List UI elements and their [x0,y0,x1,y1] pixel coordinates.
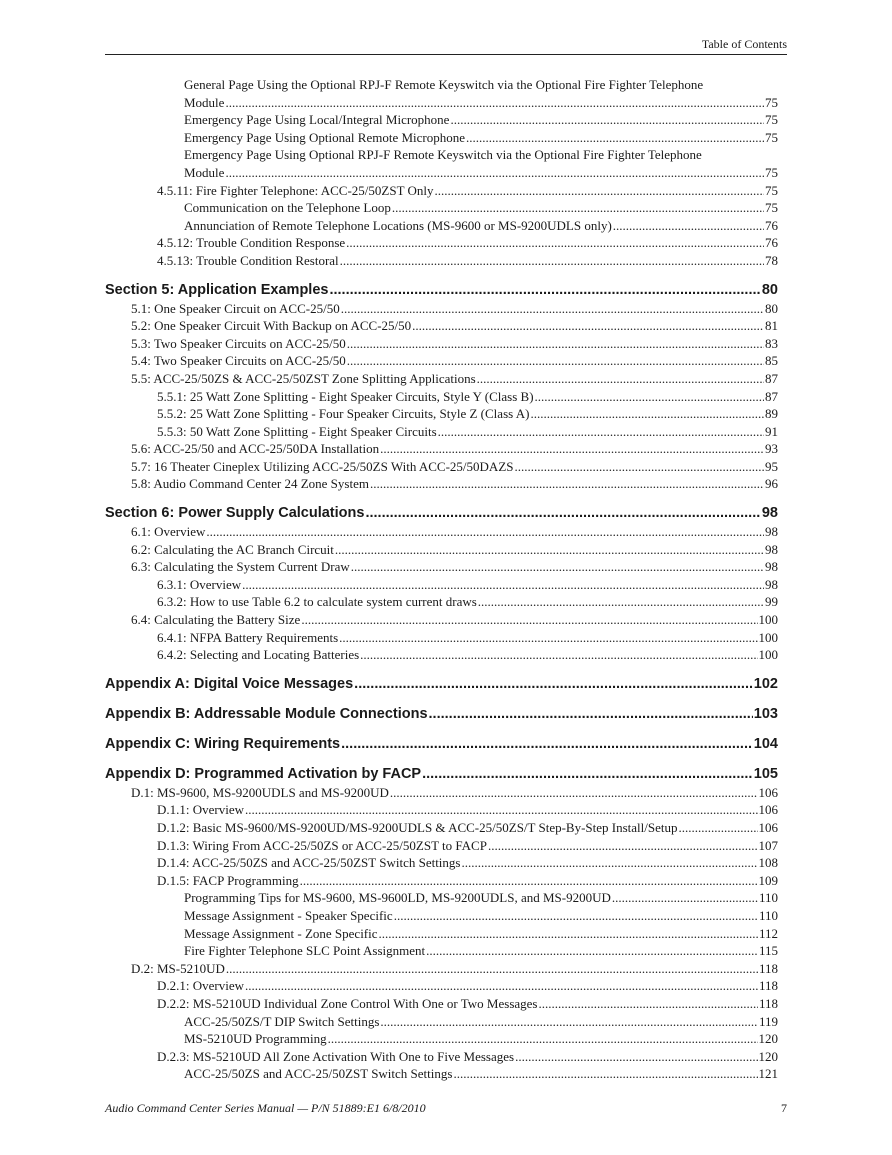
toc-entry-page: 98 [761,505,778,522]
toc-entry [105,1065,778,1083]
toc-entry-page: 80 [765,300,778,316]
toc-entry [105,819,778,837]
toc-entry [105,837,778,855]
toc-entry [105,854,778,872]
toc-entry-page: 80 [761,281,778,298]
toc-section-heading [105,280,778,300]
dot-leader [346,234,764,252]
toc-section-heading [105,704,778,724]
toc-entry-page: 100 [758,612,778,628]
toc-entry-page: 105 [753,765,778,782]
dot-leader [341,734,753,754]
running-header: Table of Contents [701,37,787,51]
toc-entry-title: Module [184,94,225,110]
toc-entry-title: D.1.1: Overview [157,802,245,818]
toc-entry-page: 83 [765,335,778,351]
footer-page-number: 7 [781,1101,787,1115]
toc-entry-title: 6.1: Overview [131,524,206,540]
dot-leader [242,576,764,594]
dot-leader [477,370,764,388]
toc-entry [105,164,778,182]
toc-entry-title-line: General Page Using the Optional RPJ-F Remote Keyswitch via the Optional Fire Fighter Telephone [184,77,704,92]
toc-entry [105,111,778,129]
toc-entry-page: 100 [758,629,778,645]
toc-entry-page: 78 [765,252,778,268]
dot-leader [370,475,764,493]
dot-leader [538,995,757,1013]
toc-entry [105,611,778,629]
toc-entry-title: Message Assignment - Zone Specific [184,925,378,941]
toc-entry-title: 4.5.12: Trouble Condition Response [157,235,346,251]
toc-entry-title: 5.6: ACC-25/50 and ACC-25/50DA Installation [131,441,380,457]
dot-leader [206,523,764,541]
toc-entry-page: 76 [765,217,778,233]
dot-leader [422,764,753,784]
toc-entry [105,593,778,611]
dot-leader [300,872,758,890]
toc-entry-title: 5.5.1: 25 Watt Zone Splitting - Eight Speaker Circuits, Style Y (Class B) [157,388,534,404]
toc-entry-title: Appendix A: Digital Voice Messages [105,675,354,692]
dot-leader [347,335,764,353]
toc-entry-title: 5.5.2: 25 Watt Zone Splitting - Four Speaker Circuits, Style Z (Class A) [157,406,530,422]
toc-entry-page: 110 [758,890,778,906]
toc-entry [105,440,778,458]
dot-leader [301,611,757,629]
toc-entry [105,523,778,541]
toc-entry-title: ACC-25/50ZS and ACC-25/50ZST Switch Settings [184,1066,453,1082]
dot-leader [426,942,758,960]
dot-leader [394,907,758,925]
table-of-contents [105,76,778,1083]
dot-leader [379,925,758,943]
toc-entry-page: 76 [765,235,778,251]
toc-entry-title: 6.3.2: How to use Table 6.2 to calculate system current draws [157,594,477,610]
toc-entry [105,475,778,493]
dot-leader [453,1065,757,1083]
toc-entry-page: 89 [765,406,778,422]
toc-entry [105,182,778,200]
toc-entry-title: ACC-25/50ZS/T DIP Switch Settings [184,1013,380,1029]
toc-entry [105,458,778,476]
toc-entry-title: 5.1: One Speaker Circuit on ACC-25/50 [131,300,340,316]
toc-entry [105,977,778,995]
toc-entry-title: Appendix B: Addressable Module Connections [105,705,428,722]
toc-entry-page: 112 [758,925,778,941]
dot-leader [341,300,764,318]
toc-entry-page: 99 [765,594,778,610]
dot-leader [466,129,764,147]
toc-entry-title: D.1.4: ACC-25/50ZS and ACC-25/50ZST Switch Settings [157,855,461,871]
dot-leader [245,977,758,995]
toc-entry [105,801,778,819]
toc-entry-page: 108 [758,855,778,871]
toc-entry-page: 91 [765,423,778,439]
toc-section-heading [105,503,778,523]
toc-entry-page: 75 [765,164,778,180]
toc-entry-title: 6.3.1: Overview [157,576,242,592]
toc-section-heading [105,764,778,784]
toc-entry [105,252,778,270]
toc-entry-title: 5.2: One Speaker Circuit With Backup on ACC-25/50 [131,318,412,334]
toc-entry-page: 119 [758,1013,778,1029]
toc-entry-page: 98 [765,559,778,575]
toc-entry-title: D.1: MS-9600, MS-9200UDLS and MS-9200UD [131,784,389,800]
toc-entry-page: 100 [758,647,778,663]
toc-entry-page: 87 [765,388,778,404]
toc-entry-title: D.2.3: MS-5210UD All Zone Activation With One to Five Messages [157,1048,515,1064]
dot-leader [515,1048,757,1066]
toc-entry-title: 6.2: Calculating the AC Branch Circuit [131,541,334,557]
dot-leader [226,960,758,978]
dot-leader [392,199,764,217]
toc-entry [105,629,778,647]
toc-entry-page: 98 [765,541,778,557]
toc-entry-title: D.1.2: Basic MS-9600/MS-9200UD/MS-9200UDLS & ACC-25/50ZS/T Step-By-Step Install/Setup [157,820,678,835]
toc-entry [105,925,778,943]
dot-leader [478,593,764,611]
toc-entry-page: 107 [758,837,778,853]
dot-leader [225,94,764,112]
toc-entry-page: 103 [753,705,778,722]
dot-leader [612,889,758,907]
toc-entry-page: 75 [765,182,778,198]
toc-entry-page: 120 [758,1048,778,1064]
dot-leader [328,1030,758,1048]
dot-leader [225,164,764,182]
toc-entry [105,995,778,1013]
toc-entry-page: 81 [765,318,778,334]
dot-leader [488,837,758,855]
toc-entry-title: D.2: MS-5210UD [131,960,225,976]
toc-entry-title: D.1.3: Wiring From ACC-25/50ZS or ACC-25/50ZST to FACP [157,837,487,853]
toc-entry [105,405,778,423]
toc-entry-title: 4.5.13: Trouble Condition Restoral [157,252,339,268]
toc-entry [105,217,778,235]
dot-leader [435,182,764,200]
toc-entry-title: 6.4: Calculating the Battery Size [131,612,301,628]
dot-leader [354,674,753,694]
dot-leader [351,558,764,576]
toc-entry [105,784,778,802]
toc-entry-page: 85 [765,353,778,369]
toc-entry [105,199,778,217]
toc-entry-page: 96 [765,476,778,492]
toc-entry-title: Communication on the Telephone Loop [184,200,391,216]
toc-entry-page: 98 [765,524,778,540]
toc-entry-page: 118 [758,978,778,994]
toc-entry-page: 75 [765,94,778,110]
toc-entry [105,907,778,925]
toc-section-heading [105,734,778,754]
toc-entry-page: 109 [758,872,778,888]
dot-leader [438,423,764,441]
toc-entry-title: D.2.2: MS-5210UD Individual Zone Control With One or Two Messages [157,995,538,1011]
toc-entry-page: 98 [765,576,778,592]
toc-entry-title: 5.4: Two Speaker Circuits on ACC-25/50 [131,353,346,369]
toc-entry-page: 115 [758,943,778,959]
toc-entry-title: Emergency Page Using Optional Remote Microphone [184,129,466,145]
toc-section-heading [105,674,778,694]
toc-entry-page: 118 [758,995,778,1011]
toc-entry-page: 93 [765,441,778,457]
toc-entry-title: Emergency Page Using Local/Integral Microphone [184,112,450,128]
toc-entry-title: MS-5210UD Programming [184,1031,327,1047]
toc-entry-page: 121 [758,1066,778,1082]
dot-leader [412,317,764,335]
toc-entry-title-line: Emergency Page Using Optional RPJ-F Remote Keyswitch via the Optional Fire Fighter Telephone [184,147,702,163]
dot-leader [535,388,764,406]
dot-leader [380,440,764,458]
toc-entry-title: Appendix C: Wiring Requirements [105,735,341,752]
toc-entry-title: 5.7: 16 Theater Cineplex Utilizing ACC-25/50ZS With ACC-25/50DAZS [131,458,514,474]
dot-leader [340,252,764,270]
toc-entry-page: 87 [765,370,778,386]
dot-leader [360,646,757,664]
dot-leader [530,405,764,423]
toc-entry-title: D.2.1: Overview [157,978,245,994]
toc-entry-title: 5.5: ACC-25/50ZS & ACC-25/50ZST Zone Splitting Applications [131,370,476,386]
toc-entry-title: Section 6: Power Supply Calculations [105,505,365,522]
header-rule [105,54,787,55]
toc-entry-title: Section 5: Application Examples [105,281,329,298]
dot-leader [339,629,757,647]
toc-entry [105,1013,778,1031]
toc-entry-page: 75 [765,112,778,128]
toc-entry-title: 6.4.2: Selecting and Locating Batteries [157,647,360,663]
toc-entry [105,576,778,594]
toc-entry-page: 110 [758,907,778,923]
toc-entry [105,558,778,576]
toc-entry-title: 5.3: Two Speaker Circuits on ACC-25/50 [131,335,346,351]
toc-entry-page: 106 [758,784,778,800]
toc-entry [105,1030,778,1048]
toc-entry-title: Fire Fighter Telephone SLC Point Assignment [184,943,426,959]
toc-entry [105,423,778,441]
toc-entry-title: Message Assignment - Speaker Specific [184,907,393,923]
dot-leader [429,704,753,724]
toc-entry [105,370,778,388]
toc-entry-page: 104 [753,735,778,752]
toc-entry-page: 75 [765,200,778,216]
toc-entry [105,94,778,112]
toc-entry [105,129,778,147]
toc-entry [105,646,778,664]
toc-entry-title: 6.3: Calculating the System Current Draw [131,559,350,575]
toc-entry-page: 118 [758,960,778,976]
toc-entry [105,335,778,353]
toc-entry [105,1048,778,1066]
dot-leader [380,1013,758,1031]
toc-entry [105,960,778,978]
dot-leader [365,503,760,523]
toc-entry-page: 102 [753,675,778,692]
dot-leader [461,854,757,872]
toc-entry-page: 95 [765,458,778,474]
dot-leader [679,819,758,837]
toc-entry-title: Annunciation of Remote Telephone Locations (MS-9600 or MS-9200UDLS only) [184,217,612,233]
toc-entry-title: Module [184,164,225,180]
toc-entry [105,942,778,960]
toc-entry-title: D.1.5: FACP Programming [157,872,299,888]
toc-entry [105,872,778,890]
toc-entry-title: Programming Tips for MS-9600, MS-9600LD, MS-9200UDLS, and MS-9200UD [184,890,611,906]
footer-document-title: Audio Command Center Series Manual — P/N 51889:E1 6/8/2010 [105,1101,426,1115]
toc-entry-title: 5.5.3: 50 Watt Zone Splitting - Eight Speaker Circuits [157,423,437,439]
toc-entry-title: 6.4.1: NFPA Battery Requirements [157,629,339,645]
dot-leader [613,217,764,235]
toc-entry [105,388,778,406]
toc-entry [105,352,778,370]
toc-entry [105,317,778,335]
toc-entry-page: 120 [758,1031,778,1047]
toc-entry [105,234,778,252]
dot-leader [347,352,764,370]
toc-entry [105,300,778,318]
toc-entry-title: Appendix D: Programmed Activation by FACP [105,765,422,782]
dot-leader [245,801,757,819]
dot-leader [450,111,764,129]
dot-leader [390,784,758,802]
toc-entry [105,541,778,559]
dot-leader [335,541,764,559]
toc-entry-title: 4.5.11: Fire Fighter Telephone: ACC-25/50ZST Only [157,182,434,198]
toc-entry [105,889,778,907]
toc-entry-page: 106 [758,802,778,818]
dot-leader [514,458,764,476]
dot-leader [329,280,760,300]
toc-entry-page: 75 [765,129,778,145]
toc-entry-page: 106 [758,820,778,835]
toc-entry-title: 5.8: Audio Command Center 24 Zone System [131,476,369,492]
